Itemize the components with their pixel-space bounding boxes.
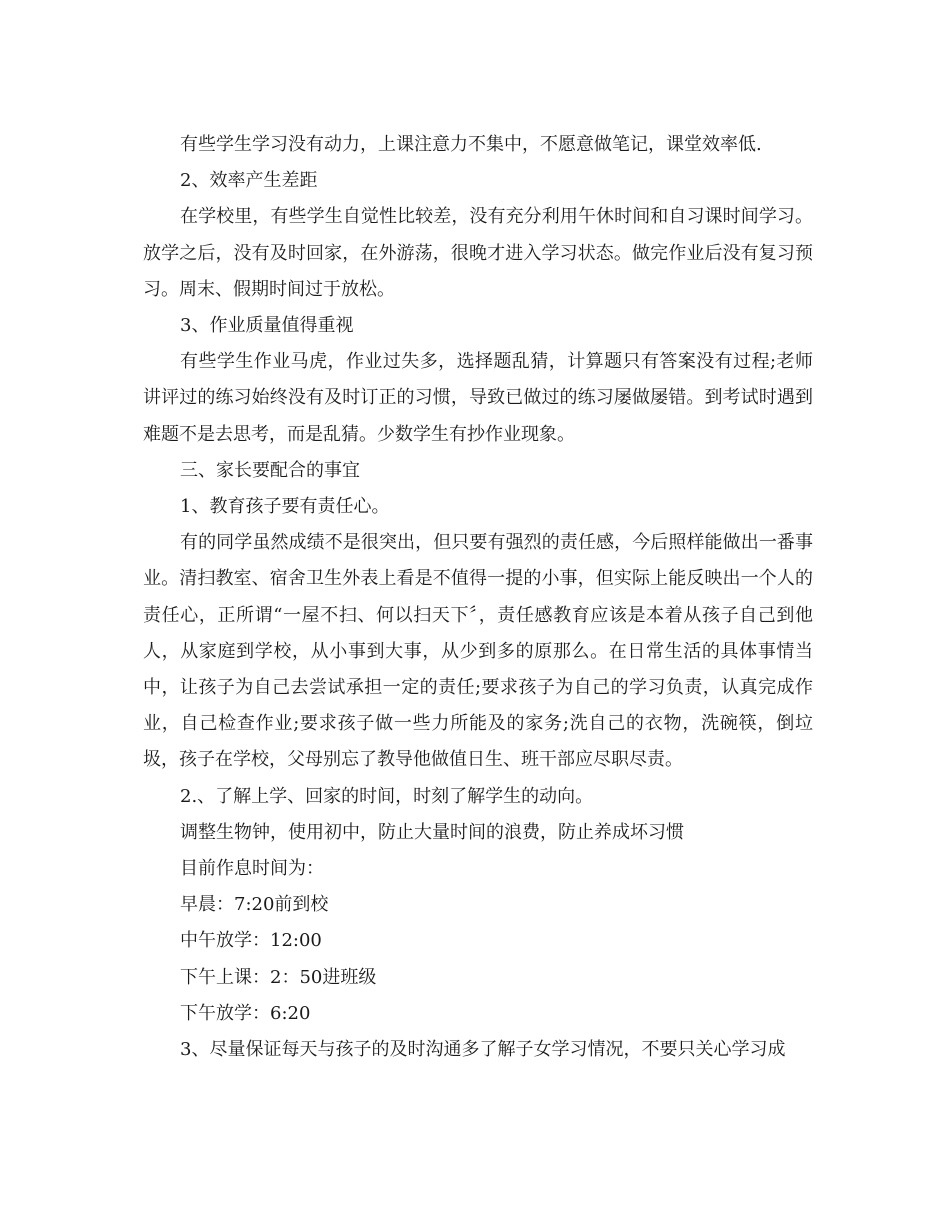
heading-communication: 3、尽量保证每天与孩子的及时沟通多了解子女学习情况，不要只关心学习成	[180, 1039, 786, 1061]
schedule-afternoon-class: 下午上课：2：50进班级	[180, 966, 377, 988]
paragraph-self-discipline: 在学校里，有些学生自觉性比较差，没有充分利用午休时间和自习课时间学习。放学之后，没有及时回家，在外游荡，很晚才进入学习状态。做完作业后没有复习预习。周末、假期时间过于放松。	[143, 206, 813, 300]
heading-school-times: 2.、了解上学、回家的时间，时刻了解学生的动向。	[180, 785, 594, 807]
paragraph-body-clock: 调整生物钟，使用初中，防止大量时间的浪费，防止养成坏习惯	[180, 821, 684, 843]
schedule-noon: 中午放学：12:00	[180, 930, 322, 952]
document-body	[143, 127, 813, 1068]
heading-homework-quality: 3、作业质量值得重视	[180, 315, 354, 337]
schedule-morning: 早晨：7:20前到校	[180, 894, 329, 916]
paragraph-homework-issues: 有些学生作业马虎，作业过失多，选择题乱猜，计算题只有答案没有过程;老师讲评过的练习始终没有及时订正的习惯，导致已做过的练习屡做屡错。到考试时遇到难题不是去思考，而是乱猜。少数学生有抄作业现象。	[143, 351, 813, 445]
heading-parent-cooperation: 三、家长要配合的事宜	[180, 459, 360, 481]
paragraph-responsibility: 有的同学虽然成绩不是很突出，但只要有强烈的责任感，今后照样能做出一番事业。清扫教室、宿舍卫生外表上看是不值得一提的小事，但实际上能反映出一个人的责任心，正所谓“一屋不扫、何以扫天下〞，责任感教育应该是本着从孩子自己到他人，从家庭到学校，从小事到大事，从少到多的原那么。在日常生活的具体事情当中，让孩子为自己去尝试承担一定的责任;要求孩子为自己的学习负责，认真完成作业，自己检查作业;要求孩子做一些力所能及的家务;洗自己的衣物，洗碗筷，倒垃圾，孩子在学校，父母别忘了教导他做值日生、班干部应尽职尽责。	[143, 532, 813, 771]
schedule-afternoon-dismissal: 下午放学：6:20	[180, 1002, 311, 1024]
heading-efficiency-gap: 2、效率产生差距	[180, 170, 318, 192]
heading-responsibility: 1、教育孩子要有责任心。	[180, 496, 390, 518]
paragraph-motivation: 有些学生学习没有动力，上课注意力不集中，不愿意做笔记，课堂效率低.	[180, 134, 762, 155]
schedule-intro: 目前作息时间为：	[180, 858, 324, 880]
